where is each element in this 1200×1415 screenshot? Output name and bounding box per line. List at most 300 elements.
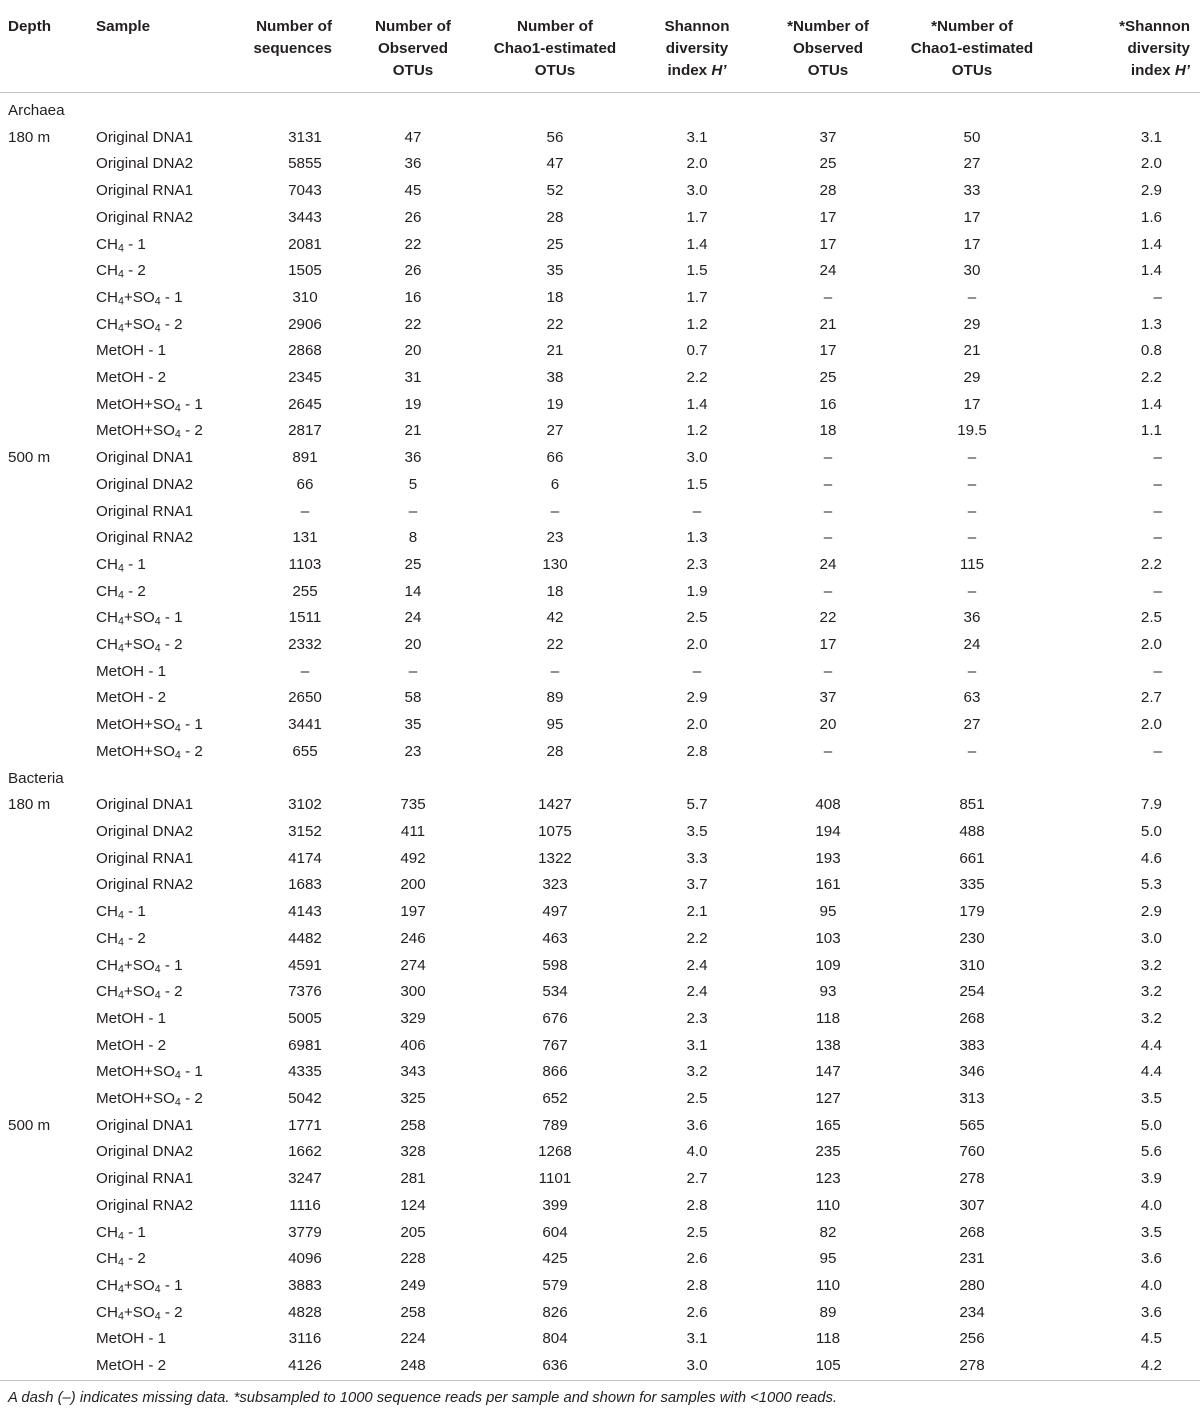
header-shannon (634, 7, 760, 93)
shannon-cell: 3.5 (686, 822, 708, 840)
sub-observed-cell: 82 (819, 1223, 837, 1241)
sub-observed-cell: 161 (815, 876, 841, 894)
header-depth: Depth (0, 7, 88, 93)
sub-shannon-cell: – (1153, 449, 1162, 467)
sub-observed-cell: – (823, 582, 833, 600)
chao-cell: 38 (546, 369, 564, 387)
depth-cell (0, 579, 88, 606)
depth-cell (0, 846, 88, 873)
chao-cell: 463 (542, 929, 568, 947)
sample-cell: Original RNA2 (96, 876, 194, 894)
sub-shannon-cell: 1.1 (1140, 422, 1162, 440)
sample-cell: MetOH - 2 (96, 689, 167, 707)
sub-observed-cell: 89 (819, 1303, 837, 1321)
observed-cell: 8 (408, 529, 418, 547)
depth-cell (0, 1353, 88, 1380)
sequences-cell: 2345 (288, 369, 322, 387)
table-row (0, 205, 1200, 232)
shannon-cell: 1.7 (686, 288, 708, 306)
table-row (0, 819, 1200, 846)
sample-cell: $MetOH+SO_4 - 2$ (96, 422, 203, 442)
sub-shannon-cell: – (1153, 582, 1162, 600)
sub-observed-cell: 118 (815, 1009, 841, 1027)
sub-observed-cell: 95 (819, 1250, 837, 1268)
table-row (0, 178, 1200, 205)
sequences-cell: 3102 (288, 796, 322, 814)
sequences-cell: 310 (292, 288, 318, 306)
chao-cell: 1268 (538, 1143, 572, 1161)
sub-observed-cell: 194 (815, 822, 841, 840)
header-line: OTUs (951, 62, 993, 79)
sub-observed-cell: 127 (815, 1090, 841, 1108)
sequences-cell: 1662 (288, 1143, 322, 1161)
table-row (0, 1273, 1200, 1300)
sub-shannon-cell: 3.1 (1140, 128, 1162, 146)
observed-cell: 31 (404, 369, 422, 387)
table-row (0, 151, 1200, 178)
sample-cell: MetOH - 2 (88, 1353, 230, 1380)
depth-cell: 180 m (8, 796, 51, 814)
table-row (0, 1033, 1200, 1060)
sample-cell: MetOH - 1 (96, 342, 167, 360)
depth-cell (0, 1086, 88, 1113)
sub-shannon-cell: – (1153, 742, 1162, 760)
table-row (0, 258, 1200, 285)
sub-observed-cell: 93 (819, 983, 837, 1001)
observed-cell: 249 (400, 1276, 426, 1294)
shannon-cell: 2.0 (686, 155, 708, 173)
sub-chao-cell: 27 (963, 155, 981, 173)
sub-chao-cell: 256 (959, 1330, 985, 1348)
depth-cell (0, 1033, 88, 1060)
table-row (0, 792, 1200, 819)
table-row (0, 1193, 1200, 1220)
shannon-cell: 1.4 (686, 395, 708, 413)
sub-shannon-cell: 3.6 (1140, 1250, 1162, 1268)
sample-cell: Original DNA1 (96, 1116, 194, 1134)
shannon-cell: 2.3 (686, 1009, 708, 1027)
depth-cell (0, 525, 88, 552)
sub-shannon-cell: 1.4 (1140, 235, 1162, 253)
observed-cell: 248 (350, 1353, 476, 1380)
sub-chao-cell: 21 (963, 342, 981, 360)
shannon-cell: 3.7 (686, 876, 708, 894)
sample-cell: Original DNA2 (96, 1143, 194, 1161)
sequences-cell: 2868 (288, 342, 322, 360)
sample-cell: $CH_4 - 1$ (96, 903, 146, 922)
sequences-cell: 66 (296, 475, 314, 493)
sub-shannon-cell: 3.9 (1140, 1170, 1162, 1188)
shannon-cell: 2.1 (686, 903, 708, 921)
table-row (0, 1300, 1200, 1327)
sequences-cell: 4096 (288, 1250, 322, 1268)
chao-cell: 1427 (538, 796, 572, 814)
sub-shannon-cell: 3.2 (1140, 956, 1162, 974)
sample-cell: Original DNA2 (96, 822, 194, 840)
sub-observed-cell: 235 (815, 1143, 841, 1161)
sample-cell: Original RNA1 (96, 502, 194, 520)
sample-cell: $CH_4+SO_4 - 1$ (96, 956, 183, 976)
table-row (0, 953, 1200, 980)
chao-cell: 6 (550, 475, 560, 493)
sub-shannon-cell: – (1153, 288, 1162, 306)
sub-shannon-cell: 4.5 (1140, 1330, 1162, 1348)
sequences-cell: 3116 (288, 1330, 322, 1348)
group-row (0, 766, 1200, 793)
table-row (0, 1166, 1200, 1193)
chao-cell: 789 (542, 1116, 568, 1134)
sub-chao-cell: 383 (959, 1036, 985, 1054)
sample-cell: Original DNA2 (96, 475, 194, 493)
header-observed (350, 7, 476, 93)
sub-shannon-cell: 5.6 (1140, 1143, 1162, 1161)
sub-shannon-cell: 3.6 (1140, 1303, 1162, 1321)
header-line: OTUs (534, 62, 576, 79)
sub-shannon-cell: 3.5 (1140, 1223, 1162, 1241)
sub-shannon-cell: 4.0 (1140, 1276, 1162, 1294)
table-row (0, 926, 1200, 953)
sub-shannon-cell: 1.6 (1140, 208, 1162, 226)
chao-cell: 89 (546, 689, 564, 707)
sub-shannon-cell: 2.9 (1140, 182, 1162, 200)
chao-cell: 23 (546, 529, 564, 547)
table-row (0, 418, 1200, 445)
sub-shannon-cell: 2.0 (1140, 636, 1162, 654)
sub-shannon-cell: 4.2 (1048, 1353, 1200, 1380)
sub-chao-cell: 310 (959, 956, 985, 974)
sub-shannon-cell: 2.2 (1140, 555, 1162, 573)
depth-cell (0, 1220, 88, 1247)
table-row (0, 392, 1200, 419)
depth-cell (0, 872, 88, 899)
shannon-cell: – (692, 662, 702, 680)
table-row (0, 125, 1200, 152)
sub-shannon-cell: 7.9 (1140, 796, 1162, 814)
chao-cell: 866 (542, 1063, 568, 1081)
sub-observed-cell: 110 (815, 1276, 841, 1294)
sub-shannon-cell: 4.0 (1140, 1196, 1162, 1214)
depth-cell (0, 1273, 88, 1300)
observed-cell: 58 (404, 689, 422, 707)
depth-cell (0, 312, 88, 339)
sample-cell: MetOH - 1 (96, 1330, 167, 1348)
sequences-cell: 1771 (288, 1116, 322, 1134)
sequences-cell: 131 (292, 529, 318, 547)
sub-chao-cell: 661 (959, 849, 985, 867)
sample-cell: $CH_4+SO_4 - 1$ (96, 288, 183, 308)
sequences-cell: 4335 (288, 1063, 322, 1081)
depth-cell (0, 605, 88, 632)
shannon-cell: 3.1 (686, 128, 708, 146)
sub-observed-cell: 21 (819, 315, 837, 333)
shannon-cell: 2.7 (686, 1170, 708, 1188)
header-sequences (230, 7, 350, 93)
header-line: *Number of (787, 18, 869, 35)
depth-cell (0, 205, 88, 232)
sample-cell: Original RNA1 (96, 849, 194, 867)
header-line: *Shannon (1119, 18, 1190, 35)
observed-cell: 735 (400, 796, 426, 814)
observed-cell: 246 (400, 929, 426, 947)
observed-cell: 23 (404, 742, 422, 760)
table-row (0, 1086, 1200, 1113)
sample-cell: Original DNA1 (96, 449, 194, 467)
sequences-cell: 3441 (288, 716, 322, 734)
observed-cell: 19 (404, 395, 422, 413)
sub-observed-cell: – (823, 662, 833, 680)
sub-observed-cell: 105 (760, 1353, 896, 1380)
group-row (0, 98, 1200, 125)
sample-cell: $CH_4+SO_4 - 2$ (96, 315, 183, 335)
sub-chao-cell: 50 (963, 128, 981, 146)
sub-chao-cell: – (967, 582, 977, 600)
chao-cell: 1322 (538, 849, 572, 867)
chao-cell: 21 (546, 342, 564, 360)
chao-cell: 56 (546, 128, 564, 146)
chao-cell: 604 (542, 1223, 568, 1241)
observed-cell: 492 (400, 849, 426, 867)
depth-cell (0, 712, 88, 739)
sub-observed-cell: 123 (815, 1170, 841, 1188)
observed-cell: 124 (400, 1196, 426, 1214)
sample-cell: Original RNA2 (96, 529, 194, 547)
chao-cell: 497 (542, 903, 568, 921)
sub-observed-cell: 17 (819, 636, 837, 654)
sub-shannon-cell: – (1153, 475, 1162, 493)
sequences-cell: 2650 (288, 689, 322, 707)
table-row (0, 846, 1200, 873)
chao-cell: 534 (542, 983, 568, 1001)
sample-cell: $CH_4+SO_4 - 2$ (96, 983, 183, 1002)
header-sub-observed (760, 7, 896, 93)
depth-cell (0, 899, 88, 926)
sample-cell: Original DNA1 (96, 796, 194, 814)
observed-cell: 22 (404, 315, 422, 333)
sub-observed-cell: 18 (819, 422, 837, 440)
chao-cell: – (550, 502, 560, 520)
depth-cell (0, 953, 88, 980)
sample-cell: Original RNA1 (96, 182, 194, 200)
chao-cell: 767 (542, 1036, 568, 1054)
chao-cell: 399 (542, 1196, 568, 1214)
sample-cell: $MetOH+SO_4 - 1$ (96, 716, 203, 735)
sub-observed-cell: 25 (819, 369, 837, 387)
sequences-cell: – (300, 502, 310, 520)
sample-cell: $CH_4 - 2$ (96, 929, 146, 949)
shannon-cell: 2.5 (686, 1090, 708, 1108)
sub-chao-cell: – (967, 449, 977, 467)
group-label: Archaea (8, 102, 65, 119)
sequences-cell: 3247 (288, 1170, 322, 1188)
depth-cell (0, 552, 88, 579)
sub-shannon-cell: – (1153, 529, 1162, 547)
sub-observed-cell: – (823, 288, 833, 306)
sequences-cell: 1511 (288, 609, 322, 627)
shannon-cell: 3.0 (634, 1353, 760, 1380)
observed-cell: 328 (400, 1143, 426, 1161)
sub-observed-cell: 118 (815, 1330, 841, 1348)
chao-cell: – (550, 662, 560, 680)
sub-observed-cell: 25 (819, 155, 837, 173)
table-row (0, 632, 1200, 659)
table-header (0, 7, 1200, 93)
table-row (0, 525, 1200, 552)
observed-cell: 24 (404, 609, 422, 627)
sub-shannon-cell: – (1153, 662, 1162, 680)
chao-cell: 95 (546, 716, 564, 734)
sub-chao-cell: – (967, 742, 977, 760)
observed-cell: 35 (404, 716, 422, 734)
sub-observed-cell: 17 (819, 208, 837, 226)
sub-chao-cell: 29 (963, 315, 981, 333)
header-line: index H’ (667, 62, 727, 79)
shannon-cell: 2.8 (686, 1196, 708, 1214)
observed-cell: 36 (404, 155, 422, 173)
chao-cell: 66 (546, 449, 564, 467)
shannon-cell: 2.3 (686, 555, 708, 573)
sub-chao-cell: 234 (959, 1303, 985, 1321)
observed-cell: 45 (404, 182, 422, 200)
sub-observed-cell: 193 (815, 849, 841, 867)
observed-cell: 325 (400, 1090, 426, 1108)
chao-cell: 323 (542, 876, 568, 894)
sample-cell: $CH_4+SO_4 - 2$ (96, 636, 183, 655)
sequences-cell: 4143 (288, 903, 322, 921)
sub-shannon-cell: 5.3 (1140, 876, 1162, 894)
sub-observed-cell: 165 (815, 1116, 841, 1134)
sample-cell: $CH_4 - 1$ (96, 555, 146, 575)
chao-cell: 579 (542, 1276, 568, 1294)
depth-cell (0, 472, 88, 499)
shannon-cell: 2.8 (686, 742, 708, 760)
header-line: Chao1-estimated (493, 40, 617, 57)
sequences-cell: – (300, 662, 310, 680)
sequences-cell: 2332 (288, 636, 322, 654)
header-line: Shannon (664, 18, 730, 35)
sub-observed-cell: 147 (815, 1063, 841, 1081)
observed-cell: 329 (400, 1009, 426, 1027)
depth-cell (0, 739, 88, 766)
sub-chao-cell: – (967, 475, 977, 493)
header-line: sequences (253, 40, 332, 57)
shannon-cell: 2.0 (686, 716, 708, 734)
shannon-cell: 1.9 (686, 582, 708, 600)
chao-cell: 28 (546, 208, 564, 226)
table-footnote: A dash (–) indicates missing data. *subsampled to 1000 sequence reads per sample and shown for samples with <1000 reads. (8, 1390, 837, 1406)
table-row (0, 365, 1200, 392)
header-line: OTUs (807, 62, 849, 79)
shannon-symbol: H’ (1174, 62, 1190, 79)
sample-cell: MetOH - 2 (96, 369, 167, 387)
chao-cell: 676 (542, 1009, 568, 1027)
sub-observed-cell: 17 (819, 235, 837, 253)
table-row (0, 445, 1200, 472)
sub-observed-cell: 37 (819, 128, 837, 146)
shannon-cell: 3.1 (686, 1330, 708, 1348)
depth-cell (0, 819, 88, 846)
sequences-cell: 5042 (288, 1090, 322, 1108)
chao-cell: 47 (546, 155, 564, 173)
chao-cell: 35 (546, 262, 564, 280)
chao-cell: 28 (546, 742, 564, 760)
chao-cell: 18 (546, 288, 564, 306)
sub-observed-cell: 22 (819, 609, 837, 627)
observed-cell: 16 (404, 288, 422, 306)
table-row (0, 232, 1200, 259)
depth-cell (0, 1193, 88, 1220)
shannon-cell: 2.4 (686, 983, 708, 1001)
sub-chao-cell: 115 (959, 555, 985, 573)
shannon-cell: 1.2 (686, 422, 708, 440)
table-row (0, 472, 1200, 499)
sequences-cell: 7376 (288, 983, 322, 1001)
depth-cell (0, 392, 88, 419)
sequences-cell: 3779 (288, 1223, 322, 1241)
sub-observed-cell: 16 (819, 395, 837, 413)
observed-cell: 228 (400, 1250, 426, 1268)
sub-chao-cell: 230 (959, 929, 985, 947)
chao-cell: 425 (542, 1250, 568, 1268)
sub-chao-cell: 268 (959, 1223, 985, 1241)
header-row (0, 7, 1200, 93)
sequences-cell: 2081 (288, 235, 322, 253)
table-row (0, 338, 1200, 365)
header-chao (476, 7, 634, 93)
sub-chao-cell: 17 (963, 208, 981, 226)
sub-observed-cell: 138 (815, 1036, 841, 1054)
sequences-cell: 3883 (288, 1276, 322, 1294)
sample-cell: $CH_4+SO_4 - 1$ (96, 1276, 183, 1296)
sub-chao-cell: 488 (959, 822, 985, 840)
sequences-cell: 891 (292, 449, 318, 467)
table-row (0, 312, 1200, 339)
shannon-cell: 2.2 (686, 929, 708, 947)
shannon-cell: 2.4 (686, 956, 708, 974)
depth-cell (0, 1166, 88, 1193)
observed-cell: 25 (404, 555, 422, 573)
observed-cell: 281 (400, 1170, 426, 1188)
sequences-cell: 2645 (288, 395, 322, 413)
sub-chao-cell: 179 (959, 903, 985, 921)
sub-observed-cell: 24 (819, 262, 837, 280)
header-line: diversity (665, 40, 729, 57)
sub-observed-cell: – (823, 529, 833, 547)
sequences-cell: 4828 (288, 1303, 322, 1321)
sub-observed-cell: 24 (819, 555, 837, 573)
sub-chao-cell: 24 (963, 636, 981, 654)
shannon-cell: 2.5 (686, 1223, 708, 1241)
observed-cell: 21 (404, 422, 422, 440)
group-label: Bacteria (8, 769, 64, 787)
sequences-cell: 3443 (288, 208, 322, 226)
table-row (0, 285, 1200, 312)
sample-cell: Original DNA1 (96, 128, 194, 146)
sub-observed-cell: 37 (819, 689, 837, 707)
shannon-cell: 1.5 (686, 262, 708, 280)
sub-shannon-cell: 2.5 (1140, 609, 1162, 627)
chao-cell: 804 (542, 1330, 568, 1348)
sequences-cell: 4482 (288, 929, 322, 947)
table-row (0, 579, 1200, 606)
sub-shannon-cell: 4.4 (1140, 1036, 1162, 1054)
sub-chao-cell: 27 (963, 716, 981, 734)
table-row (0, 1006, 1200, 1033)
shannon-symbol: H’ (711, 62, 727, 79)
sub-shannon-cell: 4.6 (1140, 849, 1162, 867)
header-line: Observed (377, 40, 449, 57)
header-line: Number of (256, 18, 332, 35)
sub-observed-cell: – (823, 742, 833, 760)
